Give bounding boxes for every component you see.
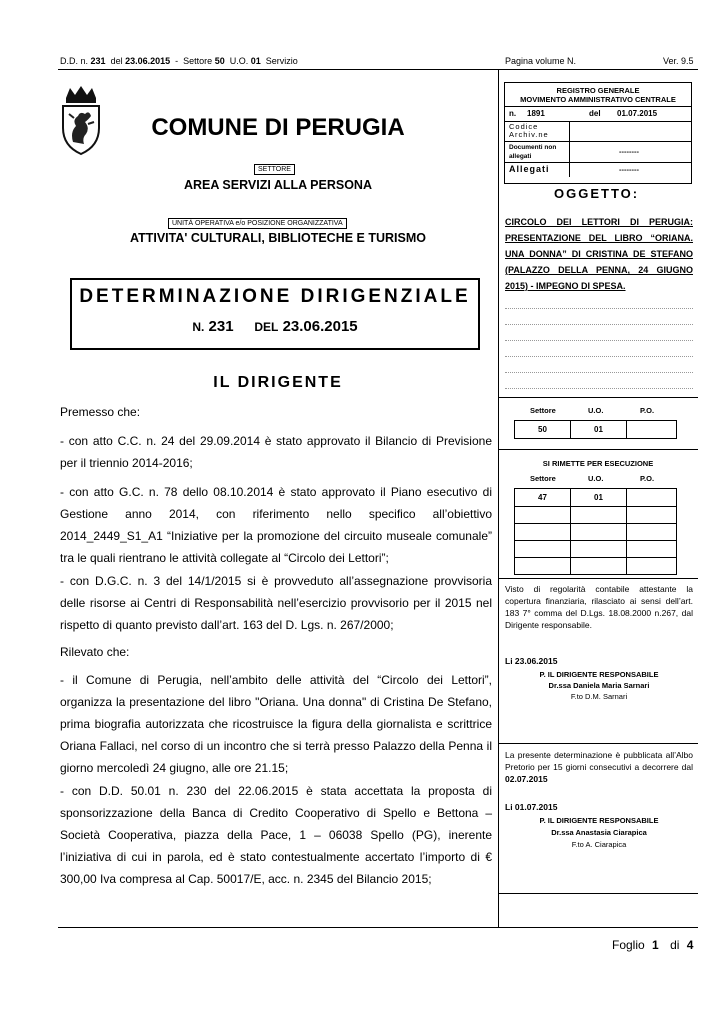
pubblicazione-text: La presente determinazione è pubblicata all’Albo Pretorio per 15 giorni consecutivi a decorrere dal 02.07.2015	[505, 750, 693, 784]
rim-col-settore-label: Settore	[530, 474, 556, 483]
pubblicazione-li-date: Li 01.07.2015	[505, 802, 558, 812]
uo-cell: 01	[571, 421, 627, 439]
settore-cell: 50	[515, 421, 571, 439]
rimette-table	[514, 488, 677, 575]
determinazione-number: N. 231 DEL 23.06.2015	[192, 318, 358, 335]
dotted-line	[505, 372, 693, 373]
dotted-line	[505, 308, 693, 309]
footer-rule	[58, 927, 698, 928]
paragraph: - con atto G.C. n. 78 dello 08.10.2014 è stato approvato il Piano esecutivo di Gestione anno 2014, con riferimento nello specifico all’obiettivo 2014_2449_S1_A1 “Iniziative per la promozione del circuito museale comunale” tra le quali rientrano le attività collegate al “Circolo dei Lettori”;	[60, 485, 492, 565]
col-po-label: P.O.	[640, 406, 655, 415]
section-rule	[498, 743, 698, 744]
paragraph: - con D.G.C. n. 3 del 14/1/2015 si è provveduto all’assegnazione provvisoria delle risorse ai Centri di Responsabilità nell’esercizio provvisorio per il 2015 nel rispetto di quanto previsto dall’art. 163 del D. Lgs. n. 267/2000;	[60, 574, 492, 632]
col-settore-label: Settore	[530, 406, 556, 415]
coat-of-arms-icon	[58, 84, 104, 156]
rim-po-cell	[627, 489, 677, 507]
dotted-line	[505, 340, 693, 341]
col-uo-label: U.O.	[588, 406, 604, 415]
uo-box: UNITÀ OPERATIVA e/o POSIZIONE ORGANIZZATIVA	[168, 218, 347, 229]
pubblicazione-signature-name: Dr.ssa Anastasia Ciarapica	[551, 828, 647, 837]
header-rule	[58, 69, 698, 70]
registro-number-row: n. 1891 del 01.07.2015	[505, 106, 691, 121]
settore-box: SETTORE	[254, 164, 295, 175]
rim-settore-cell: 47	[515, 489, 571, 507]
paragraph: - con D.D. 50.01 n. 230 del 22.06.2015 è stata accettata la proposta di sponsorizzazione della Banca di Credito Cooperativo di Spello e Bettona – Società Cooperativa, piazza della Pace, 1 – 06038 Spello (PG), inerente l’iniziativa di cui in parola, ed è stato contestualmente accertato l’importo di € 300,00 Iva compresa al Cap. 50017/E, acc. n. 2345 del Bilancio 2015;	[60, 784, 492, 886]
visto-signature-fto: F.to D.M. Sarnari	[570, 692, 628, 701]
visto-text: Visto di regolarità contabile attestante la copertura finanziaria, rilasciato ai sensi dell’art. 183 7° comma del D.Lgs. 18.08.2000 n.267, dal Dirigente responsabile.	[505, 584, 693, 630]
header-dd: D.D. n. 231 del 23.06.2015 - Settore 50 U.O. 01 Servizio	[60, 56, 298, 66]
oggetto-label: OGGETTO:	[554, 186, 640, 201]
allegati-row: Allegati --------	[505, 162, 691, 177]
column-divider	[498, 69, 499, 927]
dotted-line	[505, 324, 693, 325]
header-pagina: Pagina volume N.	[505, 56, 577, 66]
section-rule	[498, 578, 698, 579]
po-cell	[627, 421, 677, 439]
pubblicazione-signature-role: P. IL DIRIGENTE RESPONSABILE	[539, 816, 659, 825]
registro-title: REGISTRO GENERALE	[556, 86, 640, 95]
visto-date: Li 23.06.2015	[505, 656, 558, 666]
header-version: Ver. 9.5	[663, 56, 694, 66]
registro-box	[504, 82, 692, 184]
comune-title: COMUNE DI PERUGIA	[151, 114, 405, 141]
il-dirigente-heading: IL DIRIGENTE	[213, 374, 343, 391]
oggetto-text: CIRCOLO DEI LETTORI DI PERUGIA: PRESENTAZIONE DEL LIBRO “ORIANA. UNA DONNA” DI CRISTINA DE STEFANO (PALAZZO DELLA PENNA, 24 GIUGNO 2015) - IMPEGNO DI SPESA.	[505, 217, 693, 291]
rim-col-uo-label: U.O.	[588, 474, 604, 483]
paragraph: - con atto C.C. n. 24 del 29.09.2014 è stato approvato il Bilancio di Previsione per il triennio 2014-2016;	[60, 434, 492, 470]
rim-uo-cell: 01	[571, 489, 627, 507]
paragraph: Rilevato che:	[60, 645, 130, 659]
determinazione-box	[70, 278, 480, 350]
codice-row: Codice Archiv.ne	[505, 121, 691, 141]
section-rule	[498, 449, 698, 450]
rimette-title: SI RIMETTE PER ESECUZIONE	[542, 459, 654, 468]
dotted-line	[505, 356, 693, 357]
documenti-row: Documenti non allegati --------	[505, 141, 691, 162]
rim-col-po-label: P.O.	[640, 474, 655, 483]
dotted-line	[505, 388, 693, 389]
registro-subtitle: MOVIMENTO AMMINISTRATIVO CENTRALE	[520, 95, 676, 104]
area-name: AREA SERVIZI ALLA PERSONA	[184, 178, 372, 192]
uo-name: ATTIVITA' CULTURALI, BIBLIOTECHE E TURISMO	[129, 231, 426, 245]
paragraph: - il Comune di Perugia, nell’ambito delle attività del “Circolo dei Lettori”, organizza la presentazione del libro "Oriana. Una donna" di Cristina De Stefano, prima biografia autorizzata che ricostruisce la figura della giornalista e scrittrice Oriana Fallaci, nel corso di un incontro che si terrà presso Palazzo della Penna il giorno mercoledì 24 giugno, alle ore 21.15;	[60, 673, 492, 775]
visto-signature-role: P. IL DIRIGENTE RESPONSABILE	[539, 670, 659, 679]
determinazione-title: DETERMINAZIONE DIRIGENZIALE	[79, 286, 471, 307]
visto-signature-name: Dr.ssa Daniela Maria Sarnari	[548, 681, 650, 690]
pubblicazione-signature-fto: F.to A. Ciarapica	[571, 840, 627, 849]
section-rule	[498, 397, 698, 398]
foglio-indicator: Foglio 1 di 4	[612, 938, 694, 952]
paragraph: Premesso che:	[60, 405, 141, 419]
section-rule	[498, 893, 698, 894]
settore-table	[514, 420, 677, 439]
